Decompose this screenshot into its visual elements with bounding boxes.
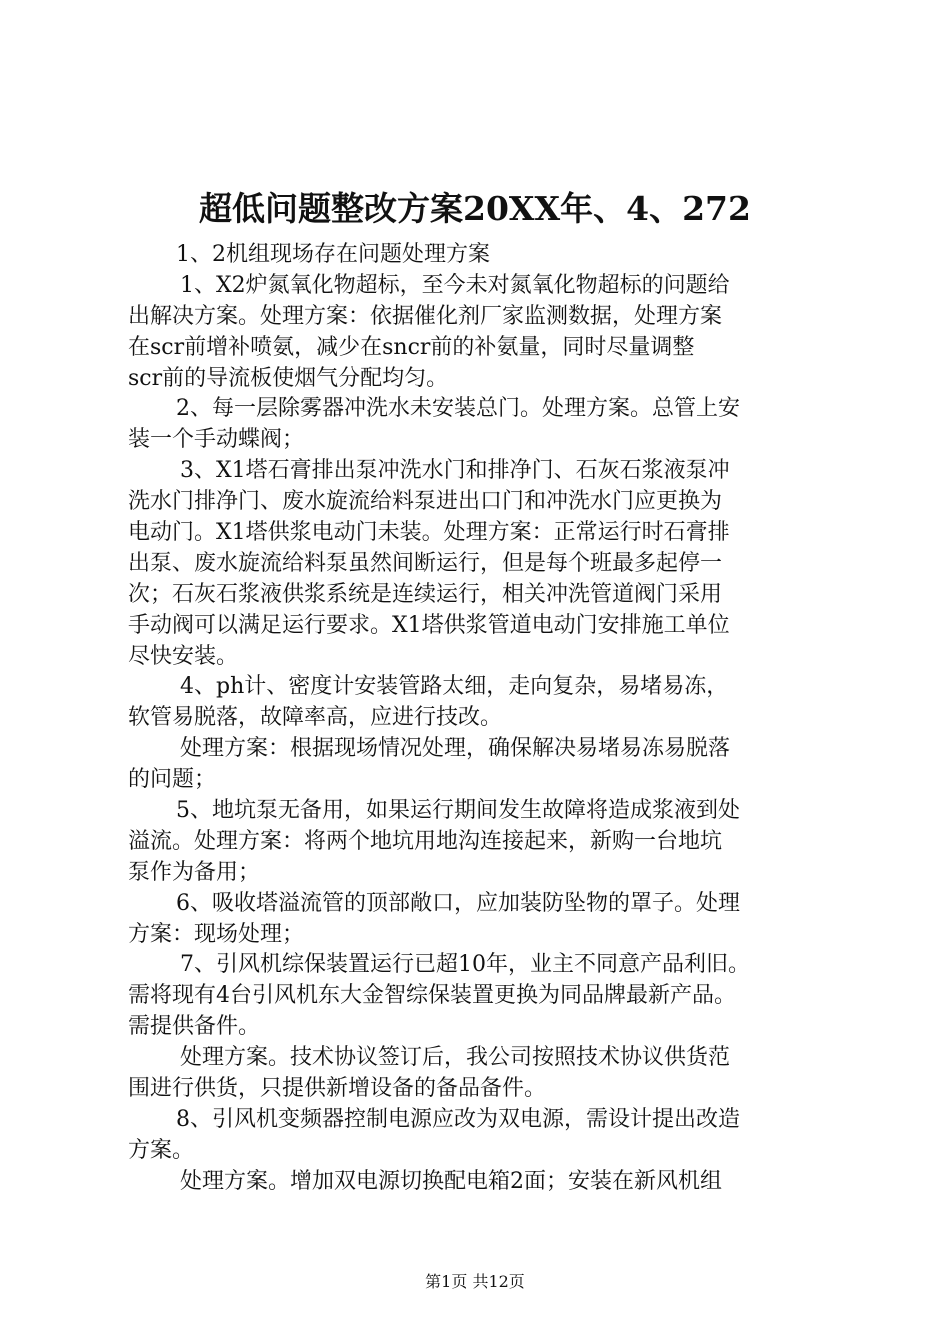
page-footer: 第1页 共12页 [425, 1272, 525, 1291]
text-line: 溢流。处理方案：将两个地坑用地沟连接起来，新购一台地坑 [128, 828, 723, 854]
document-body [128, 240, 833, 1198]
text-line: 需提供备件。 [128, 1014, 261, 1040]
text-line: 1、X2炉氮氧化物超标，至今未对氮氧化物超标的问题给 [180, 272, 730, 298]
text-line: 泵作为备用； [128, 859, 261, 885]
text-line: 3、X1塔石膏排出泵冲洗水门和排净门、石灰石浆液泵冲 [180, 458, 730, 484]
text-line: 装一个手动蝶阀； [128, 427, 305, 453]
text-line: 6、吸收塔溢流管的顶部敞口，应加装防坠物的罩子。处理 [176, 890, 740, 916]
text-line: 需将现有4台引风机东大金智综保装置更换为同品牌最新产品。 [128, 983, 736, 1009]
text-line: 7、引风机综保装置运行已超10年，业主不同意产品利旧。 [180, 952, 750, 978]
text-line: 出解决方案。处理方案：依据催化剂厂家监测数据，处理方案 [128, 303, 723, 329]
text-line: 8、引风机变频器控制电源应改为双电源，需设计提出改造 [176, 1106, 740, 1132]
text-line: 4、ph计、密度计安装管路太细，走向复杂，易堵易冻， [180, 674, 729, 700]
text-line: 方案：现场处理； [128, 921, 305, 947]
text-line: 次；石灰石浆液供浆系统是连续运行，相关冲洗管道阀门采用 [128, 581, 723, 607]
text-line: 出泵、废水旋流给料泵虽然间断运行，但是每个班最多起停一 [128, 550, 723, 576]
text-line: 尽快安装。 [128, 643, 239, 669]
text-line: 手动阀可以满足运行要求。X1塔供浆管道电动门安排施工单位 [128, 612, 730, 638]
text-line: 围进行供货，只提供新增设备的备品备件。 [128, 1076, 547, 1102]
text-line: 5、地坑泵无备用，如果运行期间发生故障将造成浆液到处 [176, 798, 740, 824]
text-line: 软管易脱落，故障率高，应进行技改。 [128, 705, 503, 731]
text-line: 处理方案：根据现场情况处理，确保解决易堵易冻易脱落 [180, 736, 731, 762]
text-line: 1、2机组现场存在问题处理方案 [176, 242, 490, 267]
text-line: 处理方案。增加双电源切换配电箱2面；安装在新风机组 [180, 1168, 722, 1194]
text-line: 在scr前增补喷氨，减少在sncr前的补氨量，同时尽量调整 [128, 334, 695, 360]
text-line: scr前的导流板使烟气分配均匀。 [128, 365, 449, 391]
text-line: 方案。 [128, 1137, 195, 1163]
page-title: 超低问题整改方案20XX年、4、272 [199, 189, 751, 228]
text-line: 电动门。X1塔供浆电动门未装。处理方案：正常运行时石膏排 [128, 520, 730, 546]
text-line: 2、每一层除雾器冲洗水未安装总门。处理方案。总管上安 [176, 396, 740, 422]
text-line: 洗水门排净门、废水旋流给料泵进出口门和冲洗水门应更换为 [128, 489, 723, 515]
text-line: 处理方案。技术协议签订后，我公司按照技术协议供货范 [180, 1045, 731, 1071]
text-line: 的问题； [128, 767, 217, 793]
